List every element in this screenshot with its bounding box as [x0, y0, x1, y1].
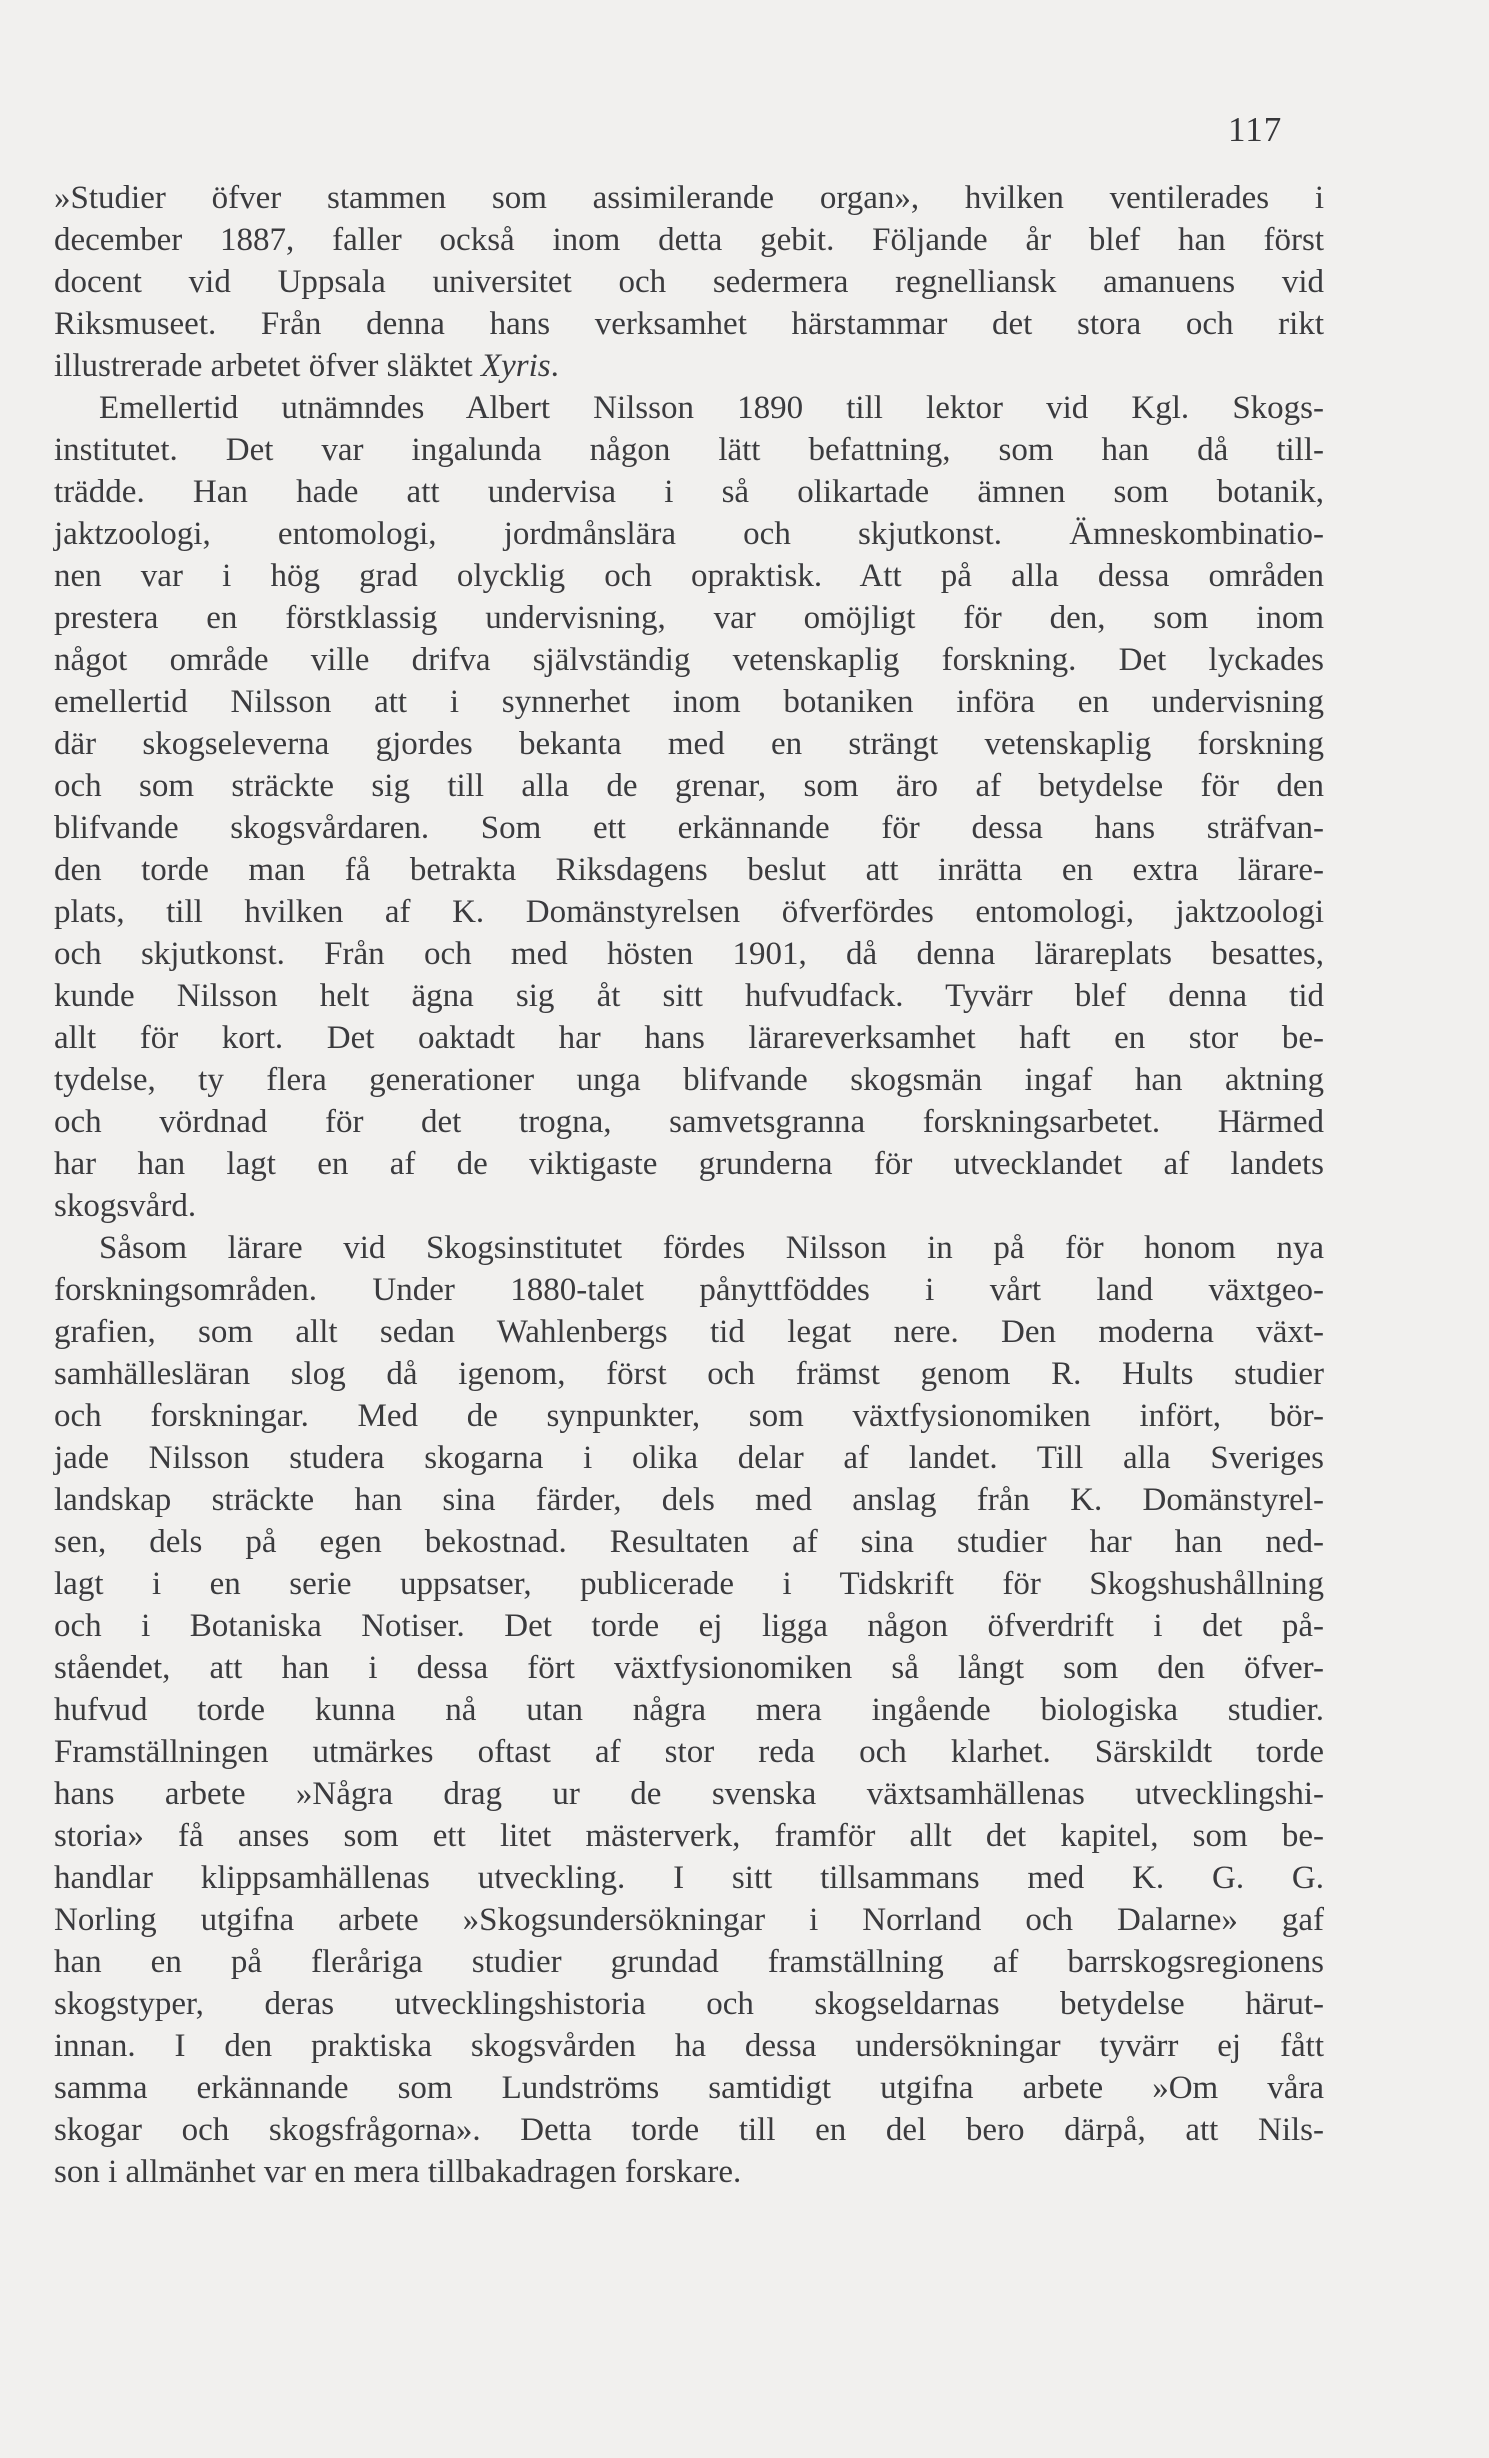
page-number: 117: [1228, 110, 1283, 149]
text-line: och vördnad för det trogna, samvetsgranna forskningsarbetet. Härmed: [54, 1104, 1324, 1140]
text-line: samhällesläran slog då igenom, först och främst genom R. Hults studier: [54, 1356, 1324, 1392]
text-line: docent vid Uppsala universitet och sedermera regnelliansk amanuens vid: [54, 264, 1324, 300]
text-line: ståendet, att han i dessa fört växtfysionomiken så långt som den öfver-: [54, 1650, 1324, 1686]
text-line: prestera en förstklassig undervisning, var omöjligt för den, som inom: [54, 600, 1324, 636]
text-line: storia» få anses som ett litet mästerverk, framför allt det kapitel, som be-: [54, 1818, 1324, 1854]
text-line: skogstyper, deras utvecklingshistoria och skogseldarnas betydelse härut-: [54, 1986, 1324, 2022]
text-line: Såsom lärare vid Skogsinstitutet fördes Nilsson in på för honom nya: [99, 1230, 1324, 1266]
text-line: Riksmuseet. Från denna hans verksamhet härstammar det stora och rikt: [54, 306, 1324, 342]
text-line: blifvande skogsvårdaren. Som ett erkännande för dessa hans sträfvan-: [54, 810, 1324, 846]
text-line: allt för kort. Det oaktadt har hans lärareverksamhet haft en stor be-: [54, 1020, 1324, 1056]
text-line: handlar klippsamhällenas utveckling. I sitt tillsammans med K. G. G.: [54, 1860, 1324, 1896]
text-line: innan. I den praktiska skogsvården ha dessa undersökningar tyvärr ej fått: [54, 2028, 1324, 2064]
text-line: och som sträckte sig till alla de grenar, som äro af betydelse för den: [54, 768, 1324, 804]
text-line: tydelse, ty flera generationer unga blifvande skogsmän ingaf han aktning: [54, 1062, 1324, 1098]
text-line: grafien, som allt sedan Wahlenbergs tid legat nere. Den moderna växt-: [54, 1314, 1324, 1350]
text-segment: .: [550, 348, 559, 384]
italic-genus-name: Xyris: [480, 348, 551, 384]
text-line: plats, till hvilken af K. Domänstyrelsen öfverfördes entomologi, jaktzoologi: [54, 894, 1324, 930]
text-line: december 1887, faller också inom detta gebit. Följande år blef han först: [54, 222, 1324, 258]
text-line: forskningsområden. Under 1880-talet pånyttföddes i vårt land växtgeo-: [54, 1272, 1324, 1308]
text-line: institutet. Det var ingalunda någon lätt befattning, som han då till-: [54, 432, 1324, 468]
text-line: den torde man få betrakta Riksdagens beslut att inrätta en extra lärare-: [54, 852, 1324, 888]
text-line: och i Botaniska Notiser. Det torde ej ligga någon öfverdrift i det på-: [54, 1608, 1324, 1644]
text-line: hufvud torde kunna nå utan några mera ingående biologiska studier.: [54, 1692, 1324, 1728]
text-line: skogsvård.: [54, 1188, 197, 1224]
text-line: »Studier öfver stammen som assimilerande organ», hvilken ventilerades i: [54, 180, 1324, 216]
text-line: lagt i en serie uppsatser, publicerade i Tidskrift för Skogshushållning: [54, 1566, 1324, 1602]
text-line: något område ville drifva självständig vetenskaplig forskning. Det lyckades: [54, 642, 1324, 678]
text-line: samma erkännande som Lundströms samtidigt utgifna arbete »Om våra: [54, 2070, 1324, 2106]
text-line: han en på fleråriga studier grundad framställning af barrskogsregionens: [54, 1944, 1324, 1980]
body-text: [54, 177, 1324, 2193]
text-line: Emellertid utnämndes Albert Nilsson 1890 till lektor vid Kgl. Skogs-: [99, 390, 1324, 426]
text-line: [54, 345, 1324, 387]
text-line: hans arbete »Några drag ur de svenska växtsamhällenas utvecklingshi-: [54, 1776, 1324, 1812]
text-line: har han lagt en af de viktigaste grunderna för utvecklandet af landets: [54, 1146, 1324, 1182]
text-segment: illustrerade arbetet öfver släktet: [54, 348, 481, 384]
text-line: och forskningar. Med de synpunkter, som växtfysionomiken infört, bör-: [54, 1398, 1324, 1434]
text-line: jaktzoologi, entomologi, jordmånslära och skjutkonst. Ämneskombinatio-: [54, 516, 1324, 552]
text-line: emellertid Nilsson att i synnerhet inom botaniken införa en undervisning: [54, 684, 1324, 720]
text-line: Framställningen utmärkes oftast af stor reda och klarhet. Särskildt torde: [54, 1734, 1324, 1770]
text-line: nen var i hög grad olycklig och opraktisk. Att på alla dessa områden: [54, 558, 1324, 594]
text-line: jade Nilsson studera skogarna i olika delar af landet. Till alla Sveriges: [54, 1440, 1324, 1476]
text-line: där skogseleverna gjordes bekanta med en strängt vetenskaplig forskning: [54, 726, 1324, 762]
text-line: skogar och skogsfrågorna». Detta torde till en del bero därpå, att Nils-: [54, 2112, 1324, 2148]
text-line: sen, dels på egen bekostnad. Resultaten af sina studier har han ned-: [54, 1524, 1324, 1560]
text-line: Norling utgifna arbete »Skogsundersökningar i Norrland och Dalarne» gaf: [54, 1902, 1324, 1938]
text-line: son i allmänhet var en mera tillbakadragen forskare.: [54, 2154, 742, 2190]
text-line: kunde Nilsson helt ägna sig åt sitt hufvudfack. Tyvärr blef denna tid: [54, 978, 1324, 1014]
text-line: och skjutkonst. Från och med hösten 1901, då denna lärareplats besattes,: [54, 936, 1324, 972]
text-line: trädde. Han hade att undervisa i så olikartade ämnen som botanik,: [54, 474, 1324, 510]
text-line: landskap sträckte han sina färder, dels med anslag från K. Domänstyrel-: [54, 1482, 1324, 1518]
